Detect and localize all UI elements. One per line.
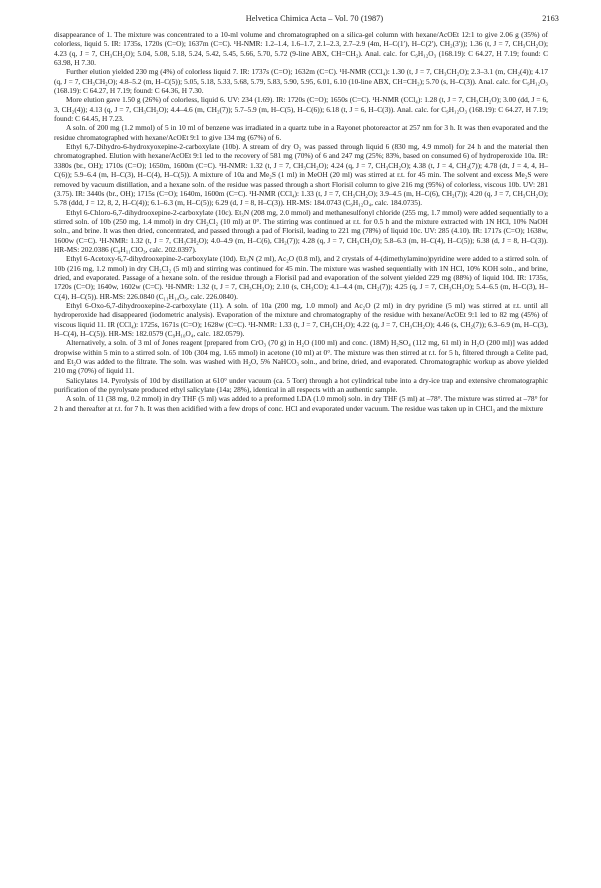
paragraph: disappearance of 1. The mixture was concentrated to a 10-ml volume and chromatographed on a silica-gel column with hexane/AcOEt 12:1 to give 2.06 g (35%) of colorless, liquid 5. IR: 1735s, 1720s (C=O); 1637m (C=C). ¹H-NMR: 1.2–1.4, 1.6–1.7, 2.1–2.3, 2.7–2.9 (4m, H–C(1′), H–C(2′), CH₂(3′)); 1.36 (t, J = 7, CH₃CH₂O); 4.23 (q, J = 7, CH₃CH₂O); 5.04, 5.08, 5.18, 5.24, 5.42, 5.45, 5.66, 5.70, 5.72 (9-line ABX, CH=CH₂). Anal. calc. for C₉H₁₂O₃ (168.19): C 64.27, H 7.19; found: C 63.98, H 7.30. <box>54 30 548 68</box>
body-text <box>54 30 548 413</box>
paragraph: A soln. of 200 mg (1.2 mmol) of 5 in 10 ml of benzene was irradiated in a quartz tube in a Rayonet photoreactor at 257 nm for 3 h. It was then evaporated and the residue chromatographed with hexane/AcOEt 9:1 to give 134 mg (67%) of 6. <box>54 123 548 142</box>
paragraph: Ethyl 6-Oxo-6,7-dihydrooxepine-2-carboxylate (11). A soln. of 10a (200 mg, 1.0 mmol) and Ac₂O (2 ml) in dry pyridine (5 ml) was stirred at r.t. until all hydroperoxide had disappeared (iodometric analysis). Evaporation of the mixture and chromatography of the residue with hexane/AcOEt 9:1 led to 82 mg (45%) of viscous liquid 11. IR (CCl₄): 1725s, 1671s (C=O); 1628w (C=C). ¹H-NMR: 1.33 (t, J = 7, CH₃CH₂O); 4.22 (q, J = 7, CH₃CH₂O); 4.46 (s, CH₂(7)); 6.3–6.9 (m, H–C(3), H–C(4), H–C(5)). HR-MS: 182.0579 (C₉H₁₀O₄, calc. 182.0579). <box>54 300 548 338</box>
page-number: 2163 <box>542 14 559 23</box>
paragraph: Salicylates 14. Pyrolysis of 10d by distillation at 610° under vacuum (ca. 5 Torr) through a hot cylindrical tube into a dry-ice trap and extensive chromatographic purification of the pyrolysate produced ethyl salicylate (14a; 28%), identical in all respects with an authentic sample. <box>54 375 548 395</box>
running-header <box>70 14 559 26</box>
paragraph: Ethyl 6-Acetoxy-6,7-dihydrooxepine-2-carboxylate (10d). Et₃N (2 ml), Ac₂O (0.8 ml), and 2 crystals of 4-(dimethylamino)pyridine were added to a stirred soln. of 10b (216 mg, 1.2 mmol) in dry CH₂Cl₂ (5 ml) and stirring was continued for 45 min. The mixture was washed sequentially with 1N HCl, 10% KOH soln., and brine, dried, and evaporated. Passage of a hexane soln. of the residue through a Florisil pad and evaporation of the solvent yielded 229 mg (88%) of liquid 10d. IR: 1735s, 1720s (C=O); 1640w, 1602w (C=C). ¹H-NMR: 1.32 (t, J = 7, CH₃CH₂O); 2.10 (s, CH₃CO); 4.1–4.4 (m, CH₂(7)); 4.25 (q, J = 7, CH₃CH₂O); 5.4–6.5 (m, H–C(3), H–C(4), H–C(5)). HR-MS: 226.0840 (C₁₁H₁₄O₅, calc. 226.0840). <box>54 254 548 301</box>
paragraph: Ethyl 6,7-Dihydro-6-hydroxyoxepine-2-carboxylate (10b). A stream of dry O₂ was passed through liquid 6 (830 mg, 4.9 mmol) for 24 h and the material then chromatographed. Elution with hexane/AcOEt 9:1 led to the recovery of 581 mg (70%) of 6 and 247 mg (25%; 83%, based on consumed 6) of hydroperoxide 10a. IR: 3380s (br., OH); 1710s (C=O); 1650m, 1600m (C=C). ¹H-NMR: 1.32 (t, J = 7, CH₃CH₂O); 4.24 (q, J = 7, CH₃CH₂O); 4.38 (t, J = 4, CH₂(7)); 4.78 (dt, J = 4, 4, H–C(6)); 5.9–6.4 (m, H–C(3), H–C(4), H–C(5)). A mixture of 10a and Me₂S (1 ml) in MeOH (20 ml) was stirred at r.t. for 45 min. The solvent and excess Me₂S were removed by vacuum distillation, and a hexane soln. of the residue was passed through a short Florisil column to give 216 mg (95%) of colorless, viscous 10b. UV: 281 (3.75). IR: 3440s (br., OH); 1715s (C=O); 1640m, 1600m (C=C). ¹H-NMR (CCl₄): 1.33 (t, J = 7, CH₃CH₂O); 3.9–4.5 (m, H–C(6), CH₂(7)); 4.20 (q, J = 7, CH₃CH₂O); 5.78 (ddd, J = 12, 8, 2, H–C(4)); 6.1–6.3 (m, H–C(5)); 6.29 (d, J = 8, H–C(3)). HR-MS: 184.0743 (C₉H₁₂O₄, calc. 184.0735). <box>54 142 548 208</box>
paragraph: More elution gave 1.50 g (26%) of colorless, liquid 6. UV: 234 (1.69). IR: 1720s (C=O); 1650s (C=C). ¹H-NMR (CCl₄): 1.28 (t, J = 7, CH₃CH₂O); 3.00 (dd, J = 6, 3, CH₂(4)); 4.13 (q, J = 7, CH₃CH₂O); 4.4–4.6 (m, CH₂(7)); 5.7–5.9 (m, H–C(5), H–C(6)); 6.18 (t, J = 6, H–C(3)). Anal. calc. for C₉H₁₂O₃ (168.19): C 64.27, H 7.19; found: C 64.45, H 7.23. <box>54 95 548 124</box>
journal-title: Helvetica Chimica Acta – Vol. 70 (1987) <box>245 14 384 23</box>
paragraph: Further elution yielded 230 mg (4%) of colorless liquid 7. IR: 1737s (C=O); 1632m (C=C). ¹H-NMR (CCl₄): 1.30 (t, J = 7, CH₃CH₂O); 2.3–3.1 (m, CH₂(4)); 4.17 (q, J = 7, CH₃CH₂O); 4.8–5.2 (m, H–C(5)); 5.05, 5.18, 5.33, 5.68, 5.79, 5.83, 5.90, 5.95, 6.01, 6.10 (10-line ABX, CH=CH₂); 5.70 (s, H–C(3)). Anal. calc. for C₉H₁₂O₃ (168.19): C 64.27, H 7.19; found: C 64.36, H 7.30. <box>54 67 548 96</box>
paragraph: Alternatively, a soln. of 3 ml of Jones reagent [prepared from CrO₃ (70 g) in H₂O (100 ml) and conc. (18M) H₂SO₄ (112 mg, 61 ml) in H₂O (200 ml)] was added dropwise within 5 min to a stirred soln. of 10b (304 mg, 1.65 mmol) in acetone (10 ml) at 0°. The mixture was then stirred at r.t. for 5 h, filtered through a Celite pad, and Et₂O was added to the filtrate. The soln. was washed with H₂O, 5% NaHCO₃ soln., and brine, dried, and evaporated. Chromatographic workup as above yielded 210 mg (70%) of liquid 11. <box>54 338 548 376</box>
paragraph: Ethyl 6-Chloro-6,7-dihydrooxepine-2-carboxylate (10c). Et₃N (208 mg, 2.0 mmol) and methanesulfonyl chloride (255 mg, 1.7 mmol) were added sequentially to a stirred soln. of 10b (250 mg, 1.4 mmol) in dry CH₂Cl₂ (10 ml) at 0°. The stirring was continued at r.t. for 0.5 h and the mixture extracted with 1N HCl, 10% NaOH soln., and brine. It was then dried, concentrated, and passed through a pad of Florisil, leading to 221 mg (78%) of liquid 10c. UV: 285 (4.10). IR: 1717s (C=O); 1638w, 1600w (C=C). ¹H-NMR: 1.32 (t, J = 7, CH₃CH₂O); 4.0–4.9 (m, H–C(6), CH₂(7)); 4.28 (q, J = 7, CH₃CH₂O); 5.8–6.3 (m, H–C(4), H–C(5)); 6.38 (d, J = 8, H–C(3)). HR-MS: 202.0386 (C₉H₁₁ClO₃, calc. 202.0397). <box>54 207 548 254</box>
paragraph: A soln. of 11 (38 mg, 0.2 mmol) in dry THF (5 ml) was added to a preformed LDA (1.0 mmol) soln. in dry THF (5 ml) at –78°. The mixture was stirred at –78° for 2 h and thereafter at r.t. for 7 h. It was then acidified with a few drops of conc. HCl and evaporated under vacuum. The residue was taken up in CHCl₃ and the mixture <box>54 394 548 413</box>
